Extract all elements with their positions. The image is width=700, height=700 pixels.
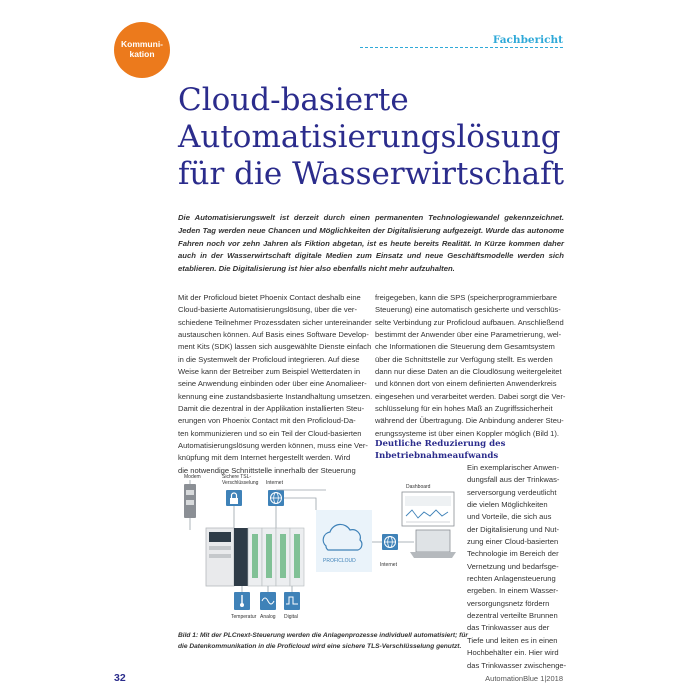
text-line: Steuerung) eine automatisch gesicherte und verschlüs- (375, 305, 561, 315)
connector-lines (190, 480, 326, 530)
modem-label: Modem (184, 474, 201, 480)
text-line: austauschen können. Auf Basis eines Software Develop- (178, 330, 369, 340)
caption-line: die Datenkommunikation in die Proficloud wird eine sichere TLS-Verschlüsselung genutzt. (178, 643, 462, 650)
text-line: Damit die dezentral in der Applikation installierten Steu- (178, 404, 365, 414)
text-line: schiedene Teilnehmer Prozessdaten sicher untereinander (178, 317, 372, 327)
text-line: serversorgung verdeutlicht (467, 487, 557, 497)
figure-caption (178, 630, 468, 652)
secure-label-2: Verschlüsselung (222, 480, 259, 486)
cloud-connector (284, 498, 316, 510)
category-badge-text: Kommuni- kation (120, 39, 164, 59)
text-line: dann nur diese Daten an die Cloudlösung weitergeleitet (375, 367, 562, 377)
globe-icon (372, 534, 414, 550)
text-line: Vernetzung und bedarfsge- (467, 561, 559, 571)
text-line: Mit der Proficloud bietet Phoenix Contact deshalb eine (178, 293, 361, 302)
section-label: Fachbericht (492, 34, 563, 46)
text-line: Tiefe und leiten es in einen (467, 635, 558, 645)
body-column-3 (467, 462, 565, 672)
text-line: knüpfung mit dem Internet hergestellt werden. Wird (178, 453, 351, 463)
text-line: freigegeben, kann die SPS (speicherprogrammierbare (375, 293, 557, 302)
digital-icon (284, 592, 300, 610)
text-line: Technologie im Bereich der (467, 549, 559, 559)
plc-controller (206, 528, 304, 586)
text-line: das Trinkwasser aus der (467, 623, 550, 633)
footer-publication: AutomationBlue 1|2018 (485, 674, 563, 683)
modem-device (184, 484, 196, 518)
text-line: schlüsselung für ein hohes Maß an Zugriffssicherheit (375, 404, 553, 414)
dashboard-label: Dashboard (406, 484, 431, 490)
temperature-icon (234, 592, 250, 610)
internet-label-top: Internet (266, 480, 283, 486)
text-line: erungssysteme ist über einen Koppler möglich (Bild 1). (375, 428, 560, 438)
category-badge (114, 22, 170, 78)
figure-diagram (176, 470, 466, 622)
text-line: Ein exemplarischer Anwen- (467, 463, 560, 472)
title-line: Cloud-basierte (178, 82, 409, 118)
proficloud-icon (316, 510, 372, 572)
text-line: die notwendige Schnittstelle innerhalb der Steuerung (178, 465, 356, 475)
text-line: in die Systemwelt der Proficloud integrieren. Auf diese (178, 354, 360, 364)
body-column-1 (178, 292, 373, 477)
text-line: der Digitalisierung und Nut- (467, 524, 560, 534)
text-line: ten kommunizieren und so ein Teil der Cloud-basierten (178, 428, 362, 438)
dashboard-screen (402, 492, 454, 526)
sensor-label: Digital (284, 614, 298, 620)
text-line: Hochbehälter ein. Hier wird (467, 648, 559, 658)
text-line: während der Übertragung. Die Anbindung anderer Steu- (375, 416, 564, 426)
text-line: seine Anwendung einbinden oder über eine Anomalieer- (178, 379, 367, 389)
subheading-line: Inbetriebnahmeaufwands (375, 451, 499, 461)
text-line: kennung eine zustandsbasierte Instandhaltung umsetzen. (178, 391, 373, 401)
lead-paragraph: Die Automatisierungswelt ist derzeit durch einen permanenten Technologiewandel gekennzeichnet. Jeden Tag werden neue Chancen und Möglichkeiten der Digitalisierung aufgezeigt. Wurde das autonome Fahren noch vor zehn Jahren als Fiktion abgetan, ist es heute bereits Realität. In Kürze kommen daher auch in der Wasserwirtschaft digitale Medien zum Einsatz und neue Geschäftsmodelle werden sich etablieren. Die Digitalisierung ist hier also ebenfalls nicht mehr aufzuhalten. (178, 213, 564, 274)
body-column-2 (375, 292, 565, 440)
subheading-line: Deutliche Reduzierung des (375, 439, 506, 449)
page-number: 32 (114, 672, 126, 684)
text-line: die vielen Möglichkeiten (467, 500, 548, 510)
text-line: dungsfall aus der Trinkwas- (467, 475, 560, 485)
text-line: über die Schnittstelle zur Verfügung stellt. Es werden (375, 354, 553, 364)
internet-label-bottom: Internet (380, 562, 397, 568)
text-line: Automatisierungslösung werden können, muss eine Ver- (178, 441, 368, 451)
text-line: eingesehen und verarbeitet werden. Dabei sorgt die Ver- (375, 391, 566, 401)
section-rule (360, 47, 563, 48)
text-line: Weise kann der Betreiber zum Beispiel Wetterdaten in (178, 367, 361, 377)
analog-icon (260, 592, 276, 610)
text-line: rechten Anlagensteuerung (467, 574, 556, 584)
text-line: versorgungsnetz fördern (467, 598, 550, 608)
title-line: für die Wasserwirtschaft (178, 156, 565, 192)
text-line: das Trinkwasser zwischenge- (467, 660, 567, 670)
proficloud-label: PROFICLOUD (323, 558, 356, 564)
text-line: selte Verbindung zur Proficloud aufbauen. Anschließend (375, 317, 564, 327)
text-line: zung einer Cloud-basierten (467, 537, 559, 547)
subheading (375, 438, 565, 462)
text-line: erungen von Phoenix Contact mit den Proficloud-Da- (178, 416, 356, 426)
text-line: che Informationen die Steuerung dem Gesamtsystem (375, 342, 555, 352)
caption-line: Bild 1: Mit der PLCnext-Steuerung werden die Anlagenprozesse individuell automatisiert; für (178, 632, 468, 639)
text-line: ergeben. In einem Wasser- (467, 586, 559, 596)
secure-label-1: Sichere TSL- (222, 474, 252, 480)
lock-icon (226, 490, 242, 506)
text-line: und Vorteile, die sich aus (467, 512, 552, 522)
laptop-icon (410, 530, 456, 558)
article-title (178, 82, 598, 193)
title-line: Automatisierungslösung (178, 119, 561, 155)
text-line: dezentral verteilte Brunnen (467, 611, 558, 621)
globe-icon (268, 490, 284, 506)
text-line: bestimmt der Anwender über eine Parametrierung, wel- (375, 330, 562, 340)
text-line: Cloud-basierte Automatisierungslösung, über die ver- (178, 305, 357, 315)
text-line: und können dort von einem definierten Anwenderkreis (375, 379, 557, 389)
sensor-label: Temperatur (231, 614, 257, 620)
text-line: ment Kits (SDK) lassen sich ausgewählte Dienste einfach (178, 342, 372, 352)
sensor-label: Analog (260, 614, 276, 620)
